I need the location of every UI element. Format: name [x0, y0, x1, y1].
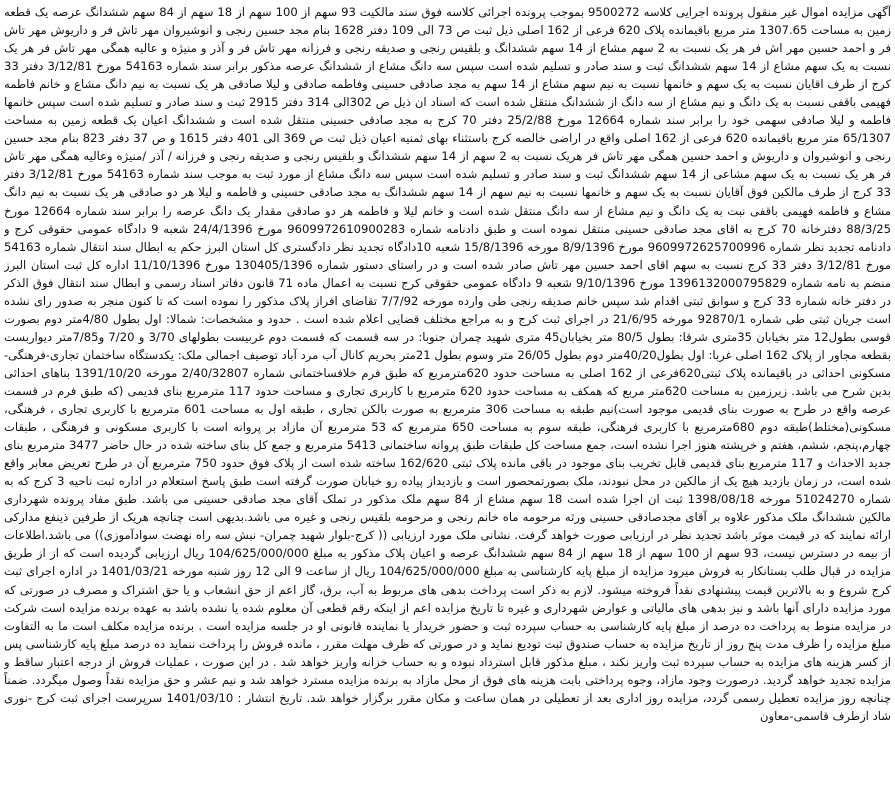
notice-container: [4, 3, 891, 809]
auction-notice-body: آگهی مزایده اموال غیر منقول پرونده اجرایی کلاسه 9500272 بموجب پرونده اجرائی کلاسه فوق سند مالکیت 93 سهم از 100 سهم از 18 سهم از 84 سهم ششدانگ عرصه یک قطعه زمین به مساحت 1307.65 متر مربع باقیمانده پلاک 620 فرعی از 162 اصلی ذیل ثبت ص 73 الی 109 دفتر 1628 بنام مجد حسین رنجی و انوشیروان مهر تاش فر و داریوش مهر تاش فر و احمد حسین مهر اش فر هر یک نسبت به 2 سهم مشاع از 14 سهم ششدانگ و بلقیس رنجی و صدیقه رنجی و فرزانه مهر تاش فر و آذر و منیژه و عالیه همگی مهر تاش فر هر یک نسبت به یک سهم مشاع از 14 سهم ششدانگ ثبت و سند صادر و تسلیم شده است سپس سه دانگ مشاع از ششدانگ عرصه مذکور برابر سند شماره 54163 مورخ 3/12/81 دفتر 33 کرج از طرف اقایان نسبت به یک سهم و خانمها نسبت به نیم سهم مشاع از 14 سهم به مجد صادقی حسینی وفاطمه صادقی و لیلا صادقی هر یک نسبت به نیم دانگ مشاع و خانم فاطمه فهیمی باقفی نسبت به یک دانگ و نیم مشاع از سه دانگ از ششدانگ منتقل شده است که اسناد ان ذیل ص 302الی 314 دفتر 2915 ثبت و سند صادر و تسلیم شده است سپس خانمها فاطمه و لیلا صادقی سهمی خود را برابر سند شماره 12664 مورخ 25/2/88 دفتر 70 کرج به مجد صادقی حسینی منتقل شده است و ششدانگ اعیان یک قطعه زمین به مساحت 65/1307 متر مربع باقیمانده 620 فرعی از 162 اصلی واقع در اراضی خالصه کرج باستثناء بهای ثمنیه اعیان ذیل ثبت ص 369 الی 401 دفتر 1615 و ص 37 دفتر 823 بنام مجد حسین رنجی و انوشیروان و داریوش و احمد حسین همگی مهر تاش فر هریک نسبت به 2 سهم از 14 سهم ششدانگ و بلقیس رنجی و صدیقه رنجی و فرزانه / آذر /منیژه وعالیه همگی مهر تاش فر هر یک نسبت به یک سهم مشاعی از 14 سهم ششدانگ ثبت و سند صادر و تسلیم شده است سپس سه دانگ مشاع از مورد ثبت به موجب سند شماره 54163 مورخ 3/12/81 دفتر 33 کرج از طرف مالکین فوق آقایان نسبت به یک سهم و خانمها نسبت به نیم سهم از 14 سهم ششدانگ به مجد صادقی حسینی و فاطمه و لیلا هر دو صادقی هر یک نسبت به نیم دانگ مشاع و فاطمه فهیمی باقفی نبت به یک دانگ و نیم مشاع از سه دانگ منتقل شده است و خانم لیلا و فاطمه هر دو صادقی مقدار یک دانگ عرصه را برابر سند شماره 12664 مورخ 88/3/25 دفترخانه 70 کرج به اقای مجد صادقی حسینی منتقل نموده است و طبق دادنامه شماره 9609972610900283 مورخ 24/4/1396 شعبه 9 دادگاه عمومی حقوقی کرج و دادنامه تجدید نظر شماره 9609972625700996 مورخ 8/9/1396 مورخه 15/8/1396 شعبه 10دادگاه تجدید نظر دادگستری کل استان البرز حکم به ابطال سند انتقال شماره 54163 مورخ 3/12/81 دفتر 33 کرج نسبت به سهم اقای احمد حسین مهر تاش صادر شده است و در راستای دستور شماره 130405/1396 مورخ 11/10/1396 اداره کل ثبت استان البرز منضم به نامه شماره 1396132000795829 مورخ 9/10/1396 شعبه 9 دادگاه عمومی حقوقی کرج نسبت به اعمال ماده 71 قانون دفاتر اسناد رسمی و ابطال سند انتقال فوق الذکر در دفتر خانه شماره 33 کرج و سوابق ثبتی اقدام شد سپس خانم صدیقه رنجی طی وارده مورخه 7/7/92 تقاضای افراز پلاک مذکور را نموده است که تا کنون منجر به صدور رای نشده است جریان ثبتی طی شماره 92870/1 مورخه 21/6/95 در اجرای ثبت کرج و به مراجع مختلف قضایی اعلام شده است . حدود و مشخصات: شمالا: اول بطول 4/80متر دوم بصورت قوسی بطول12 متر بخیابان 35متری شرقا: بطول 80/5 متر بخیابان45 متری شهید چمران جنوبا: در سه قسمت که قسمت دوم غربیست بطولهای 3/70 و 7/20 و7/85متر دیواربست بقطعه مجاور از پلاک 162 اصلی غربا: اول بطول40/20متر دوم بطول 26/05 متر وسوم بطول 21متر بحریم کانال آب مرد آباد توصیف اجمالی ملک: یکدستگاه ساختمان تجاری-فرهنگی-مسکونی احداثی در باقیمانده پلاک ثبتی620فرعی از 162 اصلی به مساحت حدود 620مترمربع که طبق فرم خلافساختمانی شماره 2/40/32807 مورخه 1391/10/20 بناهای احداثی بدین شرح می باشد. زیرزمین به مساحت 620متر مربع که همکف به مساحت حدود 620 مترمربع با کاربری تجاری و مساحت حدود 117 مترمربع بنای قدیمی (که طبق فرم در قسمت عرصه واقع در طرح به صورت بنای قدیمی موجود است)نیم طبقه به مساحت 306 مترمربع به صورت بالکن تجاری ، طبقه اول به مساحت 601 مترمربع با کاربری تجاری ، فرهنگی، مسکونی(مختلط)طبقه دوم 680مترمربع با کاربری فرهنگی، طبقه سوم به مساحت 650 مترمربع که 53 مترمربع آن مازاد بر پروانه است با کاربری مسکونی و فرهنگی ، طبقات چهارم،پنجم، ششم، هفتم و خرپشته هنوز اجرا نشده است، جمع مساحت کل طبقات طبق پروانه ساختمانی 5413 مترمربع و جمع کل بنای ساخته شده در حال حاضر 3477 مترمربع بنای جدید الاحداث و 117 مترمربع بنای قدیمی قابل تخریب بنای موجود در باقی مانده پلاک ثبتی 162/620 ساخته شده است از پلاک فوق حدود 750 مترمربع آن در طرح تعریض معابر واقع شده است، در زمان بازدید هیچ یک از مالکین در محل نبودند، ملک بصورتمحصور است و بازدیداز پیاده رو خیابان صورت گرفته است طبق پاسخ استعلام در اداره ثبت ناحیه 3 کرج که به شماره 51024270 مورخه 1398/08/18 ثبت ان اجرا شده است 18 سهم مشاع از 84 سهم ملک مذکور در تملک آقای مجد صادقی حسینی می باشد. طبق مفاد پرونده شهرداری مالکین ششدانگ ملک مذکور علاوه بر آقای مجدصادقی حسینی ورثه مرحومه ماه خانم رنجی و مرحومه بلقیس رنجی و غیره می باشد.بدیهی است چنانچه هریک از طرفین ذینفع مدارکی ارائه نمایند که در قیمت موثر باشد تجدید نظر در ارزیابی صورت خواهد گرفت. نشانی ملک مورد ارزیابی (( کرج-بلوار شهید چمران- نبش سه راه نهضت سوادآموزی)) می باشد.اطلاعات از بیمه در دسترس نیست، 93 سهم از 100 سهم از 18 سهم از 84 سهم ششدانگ عرصه و اعیان پلاک مذکور به مبلغ 104/625/000/000 ریال ارزیابی گردیده است که از از طریق مزایده در قبال طلب بستانکار به فروش میرود مزایده از مبلغ پایه کارشناسی به مبلغ 104/625/000/000 ریال از ساعت 9 الی 12 روز شنبه مورخه 1401/03/21 در اداره اجرای ثبت کرج شروع و به بالاترین قیمت پیشنهادی نقداً فروخته میشود. لازم به ذکر است پرداخت بدهی های مربوط به آب، برق، گاز اعم از حق انشعاب و یا حق اشتراک و مصرف در صورتی که مورد مزایده دارای آنها باشد و نیز بدهی های مالیاتی و عوارض شهرداری و غیره تا تاریخ مزایده اعم از اینکه رقم قطعی آن معلوم شده یا نشده باشد به عهده برنده مزایده است شرکت در مزایده منوط به پرداخت ده درصد از مبلغ پایه کارشناسی به حساب سپرده ثبت و حضور خریدار یا نماینده قانونی او در جلسه مزایده است . برنده مزایده مکلف است ما به التفاوت مبلغ مزایده را ظرف مدت پنج روز از تاریخ مزایده به حساب صندوق ثبت تودیع نماید و در صورتی که ظرف مهلت مقرر ، مانده فروش را پرداخت ننماید ده درصد مبلغ پایه کارشناسی پس از کسر هزینه های مزایده به حساب سپرده ثبت واریز نکند ، مبلغ مذکور قابل استرداد نبوده و به حساب خزانه واریز خواهد شد . در این صورت ، عملیات فروش از درجه اعتبار ساقط و مزایده تجدید خواهد گردید. درصورت وجود مازاد، وجوه پرداختی بابت هزینه های فوق از محل مازاد به برنده مزایده مسترد خواهد شد و نیم عشر و حق مزایده نقداً وصول میگردد. ضمناً چنانچه روز مزایده تعطیل رسمی گردد، مزایده روز اداری بعد از تعطیلی در همان ساعت و مکان مقرر برگزار خواهد شد. تاریخ انتشار : 1401/03/10 سرپرست اجرای ثبت کرج -نوری شاد ازطرف قاسمی-معاون: [4, 5, 891, 723]
